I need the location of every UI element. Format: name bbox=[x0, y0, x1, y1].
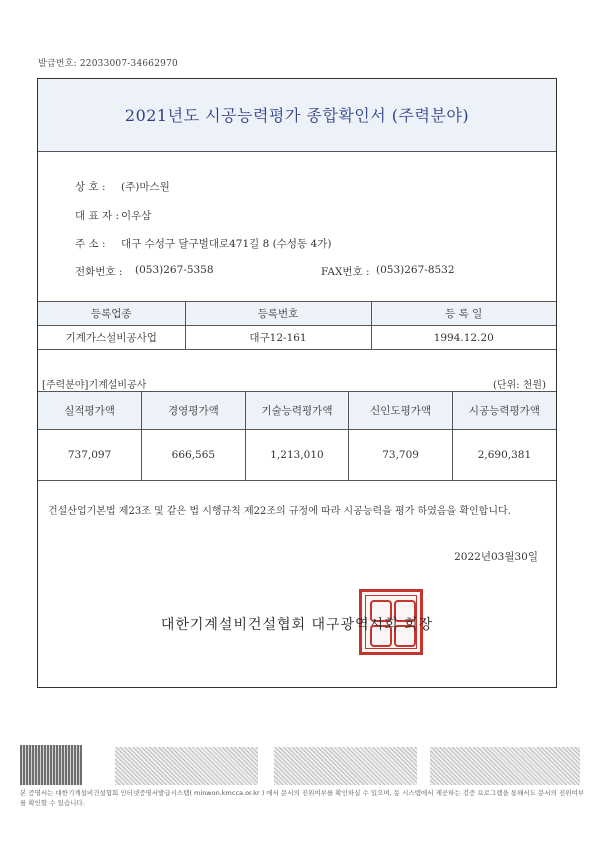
issue-date: 2022년03월30일 bbox=[454, 551, 538, 563]
company-name: (주)마스원 bbox=[121, 181, 170, 193]
title-box bbox=[38, 79, 556, 152]
registration-table bbox=[38, 301, 556, 350]
address: 대구 수성구 달구벌대로471길 8 (수성동 4가) bbox=[121, 238, 332, 250]
fax-label: FAX번호 : bbox=[321, 266, 370, 278]
phone-number: (053)267-5358 bbox=[135, 264, 214, 276]
header-registration-date: 등 록 일 bbox=[371, 302, 556, 326]
value-total-capacity: 2,690,381 bbox=[452, 430, 556, 481]
value-technical: 1,213,010 bbox=[245, 430, 349, 481]
section-label: [주력분야]기계설비공사 bbox=[42, 380, 147, 391]
header-performance: 실적평가액 bbox=[38, 392, 142, 430]
phone-label: 전화번호 : bbox=[75, 266, 123, 278]
qr-code-icon bbox=[20, 745, 82, 785]
header-credibility: 신인도평가액 bbox=[349, 392, 453, 430]
security-pattern-1 bbox=[115, 747, 258, 785]
verification-notice: 본 증명서는 대한기계설비건설협회 인터넷증명서발급시스템( minwon.kmcca.or.kr ) 에서 문서의 진위여부를 확인하실 수 있으며, 동 시스템에서 제공하는 검증 프로그램을 통해서도 문서의 진위여부를 확인할 수 있습니다. bbox=[20, 789, 585, 807]
value-management: 666,565 bbox=[142, 430, 246, 481]
header-total-capacity: 시공능력평가액 bbox=[452, 392, 556, 430]
header-business-type: 등록업종 bbox=[38, 302, 185, 326]
registration-value-row bbox=[38, 326, 556, 350]
registration-date: 1994.12.20 bbox=[371, 326, 556, 350]
evaluation-table bbox=[38, 391, 556, 481]
representative-label: 대 표 자 : bbox=[75, 210, 119, 222]
header-registration-number: 등록번호 bbox=[185, 302, 371, 326]
header-management: 경영평가액 bbox=[142, 392, 246, 430]
business-type: 기계가스설비공사업 bbox=[38, 326, 185, 350]
evaluation-value-row bbox=[38, 430, 556, 481]
registration-number: 대구12-161 bbox=[185, 326, 371, 350]
representative: 이우삼 bbox=[121, 210, 152, 222]
issue-number: 발급번호: 22033007-34662970 bbox=[38, 59, 178, 69]
value-performance: 737,097 bbox=[38, 430, 142, 481]
unit-label: (단위: 천원) bbox=[493, 380, 546, 391]
issuer-name: 대한기계설비건설협회 대구광역시회 회장 bbox=[160, 617, 434, 633]
security-pattern-3 bbox=[430, 747, 580, 785]
certification-statement: 건설산업기본법 제23조 및 같은 법 시행규칙 제22조의 규정에 따라 시공능력을 평가 하였음을 확인합니다. bbox=[48, 506, 511, 517]
registration-header-row bbox=[38, 302, 556, 326]
address-label: 주 소 : bbox=[75, 238, 106, 250]
evaluation-header-row bbox=[38, 392, 556, 430]
company-name-label: 상 호 : bbox=[75, 181, 106, 193]
header-technical: 기술능력평가액 bbox=[245, 392, 349, 430]
verification-barcode-band bbox=[12, 745, 588, 785]
certificate-frame bbox=[37, 78, 557, 688]
document-title: 2021년도 시공능력평가 종합확인서 (주력분야) bbox=[124, 106, 470, 125]
security-pattern-2 bbox=[274, 747, 417, 785]
fax-number: (053)267-8532 bbox=[376, 264, 455, 276]
value-credibility: 73,709 bbox=[349, 430, 453, 481]
